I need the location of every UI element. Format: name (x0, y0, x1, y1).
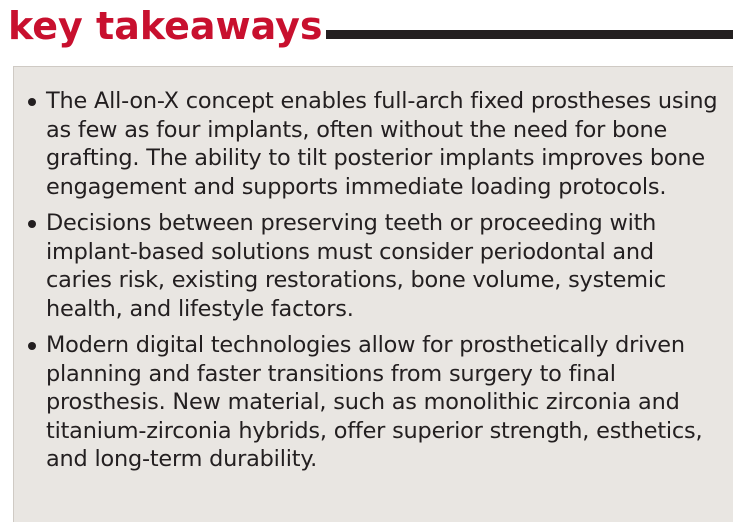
title-rule (326, 30, 733, 39)
bullet-icon (28, 98, 36, 106)
takeaways-list (26, 87, 726, 482)
takeaways-box (13, 66, 733, 522)
header (8, 0, 733, 56)
list-item (26, 209, 726, 323)
section-title: key takeaways (8, 4, 323, 48)
bullet-icon (28, 342, 36, 350)
list-item (26, 87, 726, 201)
list-item (26, 331, 726, 474)
list-item-text: Modern digital technologies allow for prosthetically driven planning and faster transitions from surgery to final prosthesis. New material, such as monolithic zirconia and titanium-zirconia hybrids, offer superior strength, esthetics, and long-term durability. (46, 332, 703, 472)
list-item-text: The All-on-X concept enables full-arch fixed prostheses using as few as four implants, often without the need for bone grafting. The ability to tilt posterior implants improves bone engagement and supports immediate loading protocols. (46, 88, 718, 200)
list-item-text: Decisions between preserving teeth or proceeding with implant-based solutions must consider periodontal and caries risk, existing restorations, bone volume, systemic health, and lifestyle factors. (46, 210, 666, 322)
bullet-icon (28, 220, 36, 228)
